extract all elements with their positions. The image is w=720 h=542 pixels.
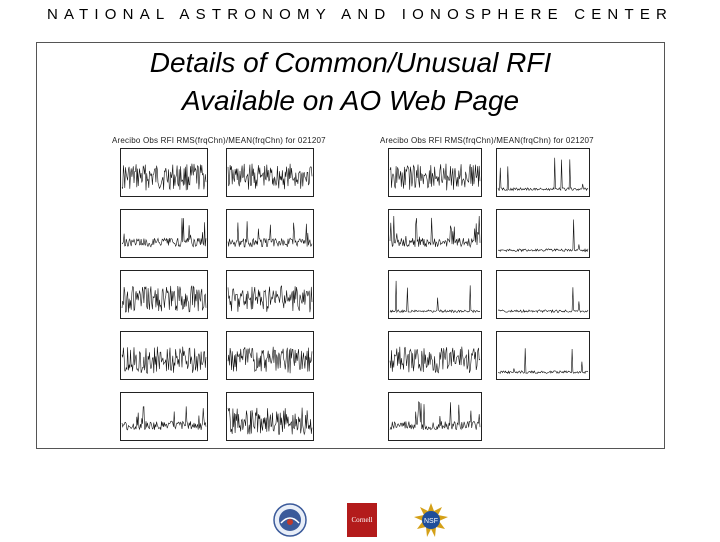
rfi-panel-left xyxy=(226,392,314,441)
cornell-logo xyxy=(347,503,377,537)
rfi-panel-right xyxy=(388,209,482,258)
rfi-figure-left xyxy=(112,136,326,444)
cornell-label: Cornell xyxy=(351,516,373,524)
rfi-panel-right xyxy=(388,392,482,441)
spectrum-trace xyxy=(498,220,588,252)
figure-right-title: Arecibo Obs RFI RMS(frqChn)/MEAN(frqChn) for 021207 xyxy=(380,136,594,145)
nsf-logo xyxy=(414,503,448,537)
spectrum-trace xyxy=(390,281,480,313)
spectrum-trace xyxy=(228,221,312,247)
spectrum-trace xyxy=(122,347,206,374)
figure-left-title: Arecibo Obs RFI RMS(frqChn)/MEAN(frqChn) for 021207 xyxy=(112,136,326,145)
spectrum-trace xyxy=(122,164,206,191)
rfi-panel-left xyxy=(120,148,208,197)
spectrum-trace xyxy=(390,164,480,191)
svg-text:NSF: NSF xyxy=(424,518,438,525)
spectrum-trace xyxy=(122,218,206,247)
spectrum-trace xyxy=(228,347,312,374)
rfi-panel-left xyxy=(120,270,208,319)
rfi-panel-left xyxy=(120,392,208,441)
rfi-panel-right xyxy=(388,331,482,380)
nsf-seal-icon xyxy=(414,503,448,537)
rfi-panel-left xyxy=(226,148,314,197)
spectrum-trace xyxy=(228,408,312,435)
naic-logo xyxy=(273,503,307,537)
naic-seal-icon xyxy=(273,503,307,537)
spectrum-trace xyxy=(498,158,588,191)
title-line-2: Available on AO Web Page xyxy=(181,85,520,116)
spectrum-trace xyxy=(390,347,480,373)
rfi-panel-left xyxy=(120,331,208,380)
title-line-1: Details of Common/Unusual RFI xyxy=(149,47,552,78)
rfi-panel-right xyxy=(496,331,590,380)
spectrum-trace xyxy=(122,406,206,430)
spectrum-trace xyxy=(498,287,588,312)
spectrum-trace xyxy=(498,348,588,373)
spectrum-trace xyxy=(390,402,480,430)
spectrum-trace xyxy=(228,286,312,313)
spectrum-trace xyxy=(228,164,312,190)
rfi-panel-left xyxy=(226,270,314,319)
rfi-panel-right xyxy=(388,148,482,197)
rfi-panel-right xyxy=(496,148,590,197)
spectrum-trace xyxy=(122,286,206,313)
rfi-panel-left xyxy=(120,209,208,258)
rfi-panel-right xyxy=(496,209,590,258)
spectrum-trace xyxy=(390,216,480,247)
rfi-panel-left xyxy=(226,209,314,258)
slide-title xyxy=(36,44,665,120)
rfi-panel-right xyxy=(388,270,482,319)
rfi-panel-left xyxy=(226,331,314,380)
organization-header: NATIONAL ASTRONOMY AND IONOSPHERE CENTER xyxy=(46,6,674,23)
rfi-panel-right xyxy=(496,270,590,319)
rfi-figure-right xyxy=(380,136,594,444)
